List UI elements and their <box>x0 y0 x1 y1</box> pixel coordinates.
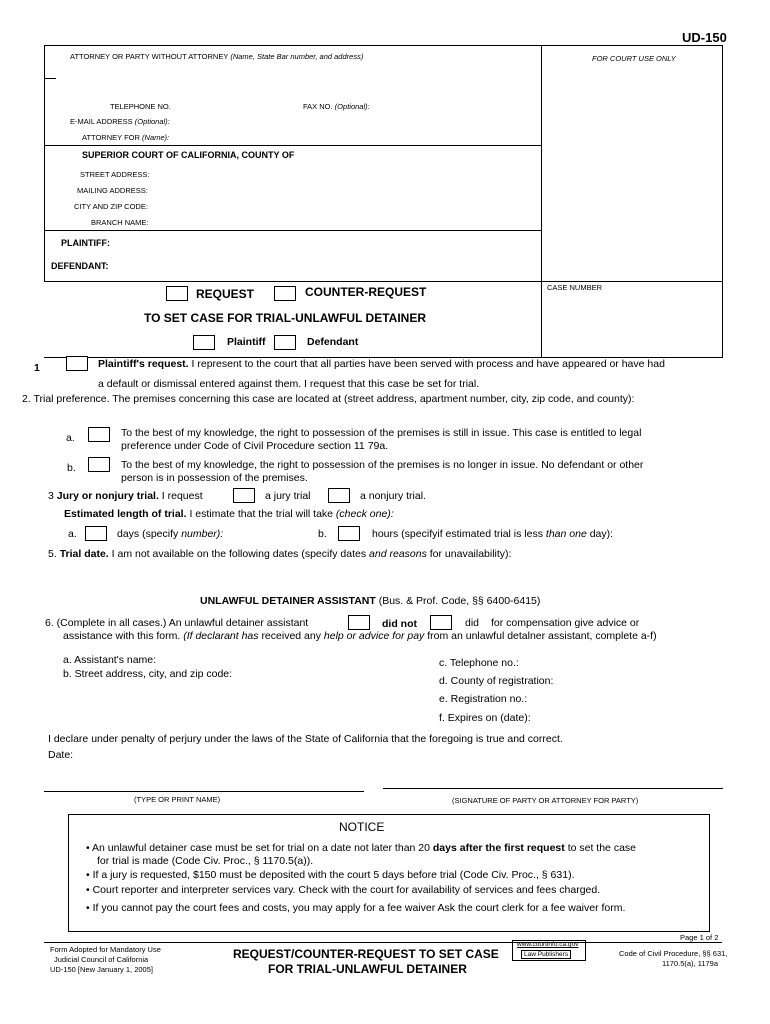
caption-top-border <box>44 45 722 46</box>
fax-label <box>303 102 370 111</box>
item1-number: 1 <box>34 362 40 374</box>
attorney-court-divider <box>44 145 541 146</box>
signature-label: (SIGNATURE OF PARTY OR ATTORNEY FOR PARTY) <box>452 796 639 805</box>
main-title: TO SET CASE FOR TRIAL-UNLAWFUL DETAINER <box>144 311 426 325</box>
date-label: Date: <box>48 749 74 761</box>
days-label-note: number): <box>181 528 224 540</box>
case-number-label: CASE NUMBER <box>547 283 603 292</box>
type-name-label: (TYPE OR PRINT NAME) <box>134 795 221 804</box>
caption-right-border <box>722 45 723 358</box>
days-option-letter: a. <box>68 528 77 540</box>
did-not-label: did not <box>382 618 417 630</box>
estimated-length-line <box>64 508 394 520</box>
notice-bullet-1-cont: for trial is made (Code Civ. Proc., § 1170.5(a)). <box>97 855 314 867</box>
item2-text: 2. Trial preference. The premises concerning this case are located at (street address, apartment number, city, zip code, and county): <box>22 393 635 405</box>
estimated-length-note: (check one): <box>335 508 394 520</box>
item5-text: I am not available on the following dates (specify dates <box>111 548 367 560</box>
item3-number: 3 <box>48 490 54 502</box>
request-checkbox[interactable] <box>166 286 188 301</box>
attorney-for-note: (Name): <box>142 133 170 142</box>
assistant-registration-label: e. Registration no.: <box>439 693 528 705</box>
jury-trial-label: a jury trial <box>265 490 311 502</box>
notice-bullet-2: • If a jury is requested, $150 must be deposited with the court 5 days before trial (Code Civ. Proc., § 631). <box>86 869 575 881</box>
footer-title-2: FOR TRIAL-UNLAWFUL DETAINER <box>268 962 467 976</box>
counter-request-checkbox[interactable] <box>274 286 296 301</box>
page-number: Page 1 of 2 <box>680 933 719 942</box>
court-use-only-label: FOR COURT USE ONLY <box>592 54 676 63</box>
item2-a-line2: preference under Code of Civil Procedure section 11 79a. <box>121 440 389 452</box>
court-title: SUPERIOR COURT OF CALIFORNIA, COUNTY OF <box>82 150 295 160</box>
hours-label-end: day): <box>589 528 614 540</box>
assistant-heading-text: UNLAWFUL DETAINER ASSISTANT <box>200 595 376 607</box>
mailing-address-label: MAILING ADDRESS: <box>77 186 148 195</box>
code-cite-1: Code of Civil Procedure, §§ 631, <box>619 949 728 958</box>
parties-title-divider <box>44 281 722 282</box>
item2-b-label: b. <box>67 462 76 474</box>
signature-line <box>383 788 723 789</box>
item6-line2-italic: (If declarant has <box>183 630 259 642</box>
attorney-for-text: ATTORNEY FOR <box>82 133 140 142</box>
publisher-stamp <box>512 940 586 961</box>
nonjury-trial-checkbox[interactable] <box>328 488 350 503</box>
estimated-length-label: Estimated length of trial. <box>64 508 187 520</box>
code-cite-2: 1170.5(a), 1179a <box>662 959 719 968</box>
plaintiff-option-label: Plaintiff <box>227 336 266 348</box>
footer-title-1: REQUEST/COUNTER-REQUEST TO SET CASE <box>233 947 499 961</box>
item2-a-label: a. <box>66 432 75 444</box>
item6-line2-italic2: help or advice for pay <box>323 630 425 642</box>
jury-trial-checkbox[interactable] <box>233 488 255 503</box>
item2-b-line1: To the best of my knowledge, the right to possession of the premises is no longer in issue. No defendant or other <box>121 459 644 471</box>
attorney-for-label <box>82 133 169 142</box>
preference-a-checkbox[interactable] <box>88 427 110 442</box>
item3-text: I request <box>161 490 203 502</box>
declaration-text: I declare under penalty of perjury under the laws of the State of California that the foregoing is true and correct. <box>48 733 563 745</box>
adopted-line-3: UD-150 [New January 1, 2005] <box>50 965 153 974</box>
request-label: REQUEST <box>196 287 255 301</box>
notice-bullet-1-bold: days after the first request <box>432 842 565 854</box>
notice-bullet-4: • If you cannot pay the court fees and costs, you may apply for a fee waiver Ask the court clerk for a fee waiver form. <box>86 902 626 914</box>
days-checkbox[interactable] <box>85 526 107 541</box>
item1-line2: a default or dismissal entered against them. I request that this case be set for trial. <box>98 378 480 390</box>
did-text: for compensation give advice or <box>491 617 640 629</box>
adopted-line-1: Form Adopted for Mandatory Use <box>50 945 161 954</box>
item5-end: for unavailability): <box>429 548 512 560</box>
item6-line2-end: from an unlawful detalner assistant, complete a-f) <box>427 630 657 642</box>
item5-label: Trial date. <box>59 548 109 560</box>
item3-line <box>48 490 203 502</box>
notice-bullet-3: • Court reporter and interpreter services vary. Check with the court for availability of services and fees charged. <box>86 884 601 896</box>
notice-title: NOTICE <box>339 820 385 834</box>
item6-line2-mid: received any <box>261 630 321 642</box>
hours-checkbox[interactable] <box>338 526 360 541</box>
nonjury-trial-label: a nonjury trial. <box>360 490 426 502</box>
plaintiff-request-checkbox[interactable] <box>66 356 88 371</box>
assistant-did-checkbox[interactable] <box>430 615 452 630</box>
attorney-name-mark <box>45 78 56 79</box>
caption-column-divider <box>541 45 542 358</box>
item1-text: I represent to the court that all parties have been served with process and have appeared or have had <box>191 358 665 370</box>
notice-bullet-1 <box>86 842 636 854</box>
plaintiff-label: PLAINTIFF: <box>61 238 110 248</box>
street-address-label: STREET ADDRESS: <box>80 170 150 179</box>
assistant-expires-label: f. Expires on (date): <box>439 712 531 724</box>
attorney-header-text: ATTORNEY OR PARTY WITHOUT ATTORNEY <box>70 52 229 61</box>
assistant-telephone-label: c. Telephone no.: <box>439 657 519 669</box>
assistant-name-label: a. Assistant's name: <box>63 654 157 666</box>
did-label: did <box>465 617 480 629</box>
days-label-text: days (specify <box>117 528 179 540</box>
assistant-heading-ref: (Bus. & Prof. Code, §§ 6400-6415) <box>378 595 541 607</box>
item6-line2 <box>63 630 657 642</box>
defendant-label: DEFENDANT: <box>51 261 109 271</box>
item5-number: 5. <box>48 548 57 560</box>
hours-option-letter: b. <box>318 528 327 540</box>
item5-line <box>48 548 511 560</box>
item1-line1 <box>98 358 665 370</box>
defendant-checkbox[interactable] <box>274 335 296 350</box>
branch-name-label: BRANCH NAME: <box>91 218 149 227</box>
form-id: UD-150 <box>682 30 727 45</box>
item2-a-line1: To the best of my knowledge, the right to possession of the premises is still in issue. This case is entitled to legal <box>121 427 642 439</box>
email-label-text: E-MAIL ADDRESS <box>70 117 133 126</box>
fax-label-note: (Optional): <box>334 102 370 111</box>
item6-text: 6. (Complete in all cases.) An unlawful detainer assistant <box>45 617 309 629</box>
footer-rule <box>44 942 722 943</box>
item3-label: Jury or nonjury trial. <box>56 490 159 502</box>
fax-label-text: FAX NO. <box>303 102 333 111</box>
item2-b-line2: person is in possession of the premises. <box>121 472 308 484</box>
assistant-address-label: b. Street address, city, and zip code: <box>63 668 233 680</box>
caption-left-border <box>44 45 45 282</box>
counter-request-label: COUNTER-REQUEST <box>305 285 427 299</box>
hours-label-note: than one <box>545 528 587 540</box>
estimated-length-text: I estimate that the trial will take <box>189 508 333 520</box>
item5-note: and reasons <box>369 548 427 560</box>
plaintiff-checkbox[interactable] <box>193 335 215 350</box>
assistant-did-not-checkbox[interactable] <box>348 615 370 630</box>
stamp-url: www.courtinfo.ca.gov <box>517 941 579 948</box>
hours-label-text: hours (specifyif estimated trial is less <box>372 528 543 540</box>
days-label <box>117 528 223 540</box>
assistant-heading <box>200 595 540 607</box>
notice-bullet-1-end: to set the case <box>567 842 636 854</box>
item1-label: Plaintiff's request. <box>98 358 189 370</box>
stamp-publisher: Law Publishers <box>521 950 571 959</box>
city-zip-label: CITY AND ZIP CODE: <box>74 202 148 211</box>
hours-label <box>372 528 613 540</box>
email-label-note: (Optional): <box>134 117 170 126</box>
preference-b-checkbox[interactable] <box>88 457 110 472</box>
notice-bullet-1-start: • An unlawful detainer case must be set for trial on a date not later than 20 <box>86 842 430 854</box>
defendant-option-label: Defendant <box>307 336 359 348</box>
assistant-county-label: d. County of registration: <box>439 675 554 687</box>
telephone-label: TELEPHONE NO. <box>110 102 171 111</box>
attorney-header-note: (Name, State Bar number, and address) <box>230 52 364 61</box>
email-label <box>70 117 170 126</box>
item6-line2-start: assistance with this form. <box>63 630 181 642</box>
court-parties-divider <box>44 230 541 231</box>
adopted-line-2: Judicial Council of California <box>54 955 149 964</box>
name-signature-line <box>44 791 364 792</box>
attorney-header <box>70 52 363 61</box>
